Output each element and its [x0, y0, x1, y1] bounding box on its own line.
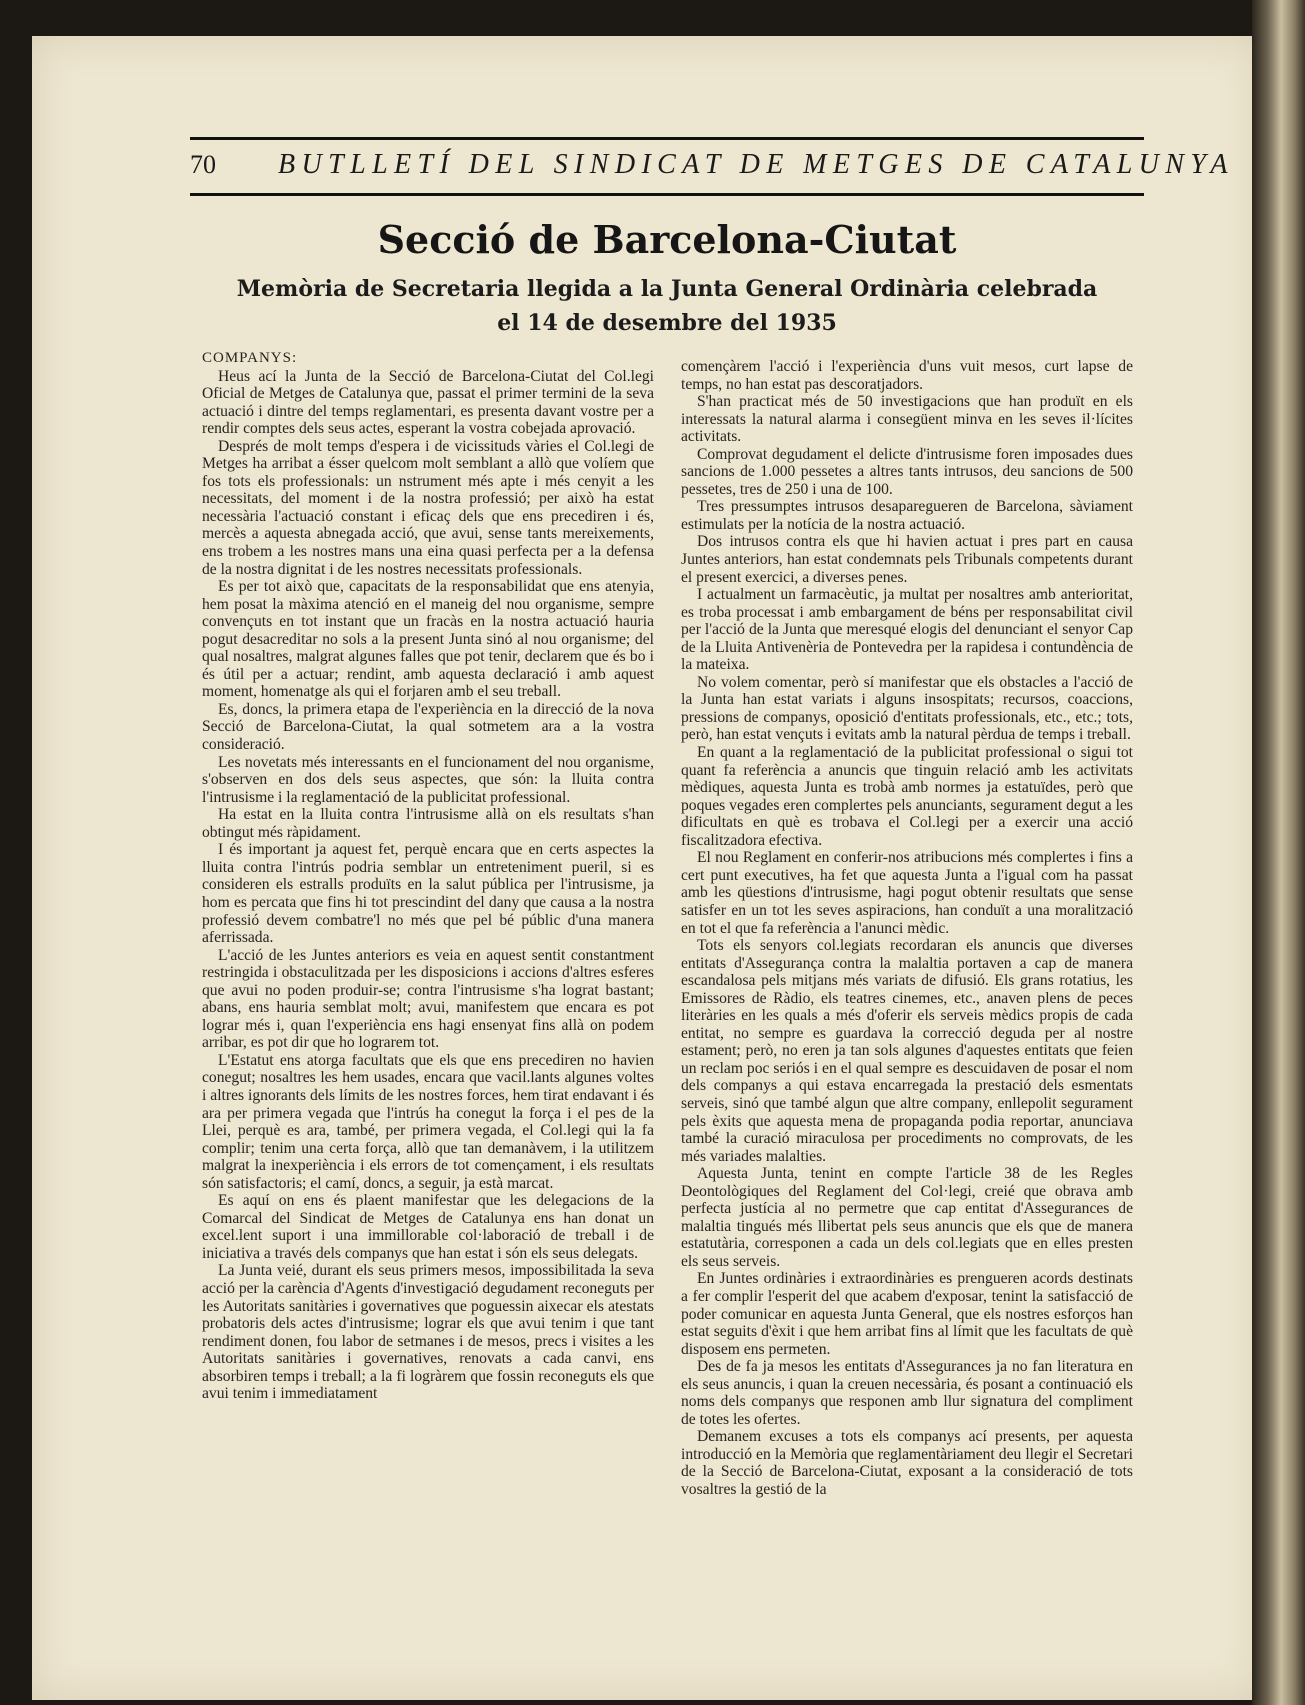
journal-title: BUTLLETÍ DEL SINDICAT DE METGES DE CATALUNYA — [278, 149, 1234, 180]
paragraph: Dos intrusos contra els que hi havien actuat i pres part en causa Juntes anteriors, han estat condemnats pels Tribunals competents durant el present exercici, a diverses penes. — [681, 533, 1133, 586]
paragraph: La Junta veié, durant els seus primers mesos, impossibilitada la seva acció per la carència d'Agents d'investigació degudament reconeguts per les Autoritats sanitàries i governatives que poguessin aixecar els atestats probatoris dels actes d'intrusisme; lograr els que avui tenim i que tant rendiment donen, fou labor de setmanes i de mesos, precs i visites a les Autoritats sanitàries i governatives, renovats a cada canvi, ens absorbiren temps i treball; a la fi logràrem que fossin reconeguts els que avui tenim i immediatament — [202, 1262, 654, 1403]
paragraph: Es, doncs, la primera etapa de l'experiència en la direcció de la nova Secció de Barcelona-Ciutat, la qual sotmetem ara a la vostra consideració. — [202, 700, 654, 754]
paragraph: Comprovat degudament el delicte d'intrusisme foren imposades dues sancions de 1.000 pessetes a altres tants intrusos, deu sancions de 500 pessetes, tres de 250 i una de 100. — [681, 445, 1133, 498]
paragraph: Tots els senyors col.legiats recordaran els anuncis que diverses entitats d'Assegurança contra la malaltia portaven a cap de manera escandalosa pels mitjans més variats de difusió. Els grans rotatius, les Emissores de Ràdio, els teatres cinemes, etc., anaven plens de peces literàries en les quals a més d'oferir els serveis mèdics propis de cada entitat, no sempre es guardava la correcció deguda per al nostre estament; però, no eren ja tan sols algunes d'aquestes entitats que feien un reclam poc seriós i en el qual sempre es descuidaven de posar el nom dels companys a qui estava encarregada la prestació dels esmentats serveis, sinó que també algun que altre company, enllepolit segurament pels èxits que aquesta mena de propaganda podia reportar, anunciava també la curació miraculosa per procediments no comprovats, de les més variades malalties. — [681, 937, 1133, 1165]
paragraph: Des de fa ja mesos les entitats d'Assegurances ja no fan literatura en els seus anuncis, i quan la creuen necessària, és posant a continuació els noms dels companys que responen amb llur signatura del compliment de totes les ofertes. — [681, 1358, 1133, 1428]
paragraph-continued: començàrem l'acció i l'experiència d'uns vuit mesos, curt lapse de temps, no han estat pas descoratjadors. — [681, 358, 1133, 393]
paragraph: Les novetats més interessants en el funcionament del nou organisme, s'observen en dos dels seus aspectes, que són: la lluita contra l'intrusisme i la reglamentació de la publicitat professional. — [202, 753, 654, 806]
paragraph: L'Estatut ens atorga facultats que els que ens precediren no havien conegut; nosaltres les hem usades, encara que vacil.lants algunes voltes i altres ignorants dels límits de les nostres forces, hem tirat endavant i és ara per primera vegada que l'intrús ha conegut la força i el pes de la Llei, perquè es ara, també, per primera vegada, el Col.legi qui la fa complir; tenim una certa força, allò que tan demanàvem, i la utilitzem malgrat la inexperiència i els errors de tot començament, i els resultats són satisfactoris; el camí, doncs, a seguir, ja està marcat. — [202, 1051, 654, 1192]
paragraph: Demanem excuses a tots els companys ací presents, per aquesta introducció en la Memòria que reglamentàriament deu llegir el Secretari de la Secció de Barcelona-Ciutat, exposant a la consideració de tots vosaltres la gestió de la — [681, 1428, 1133, 1498]
paragraph: I actualment un farmacèutic, ja multat per nosaltres amb anterioritat, es troba processat i amb embargament de béns per responsabilitat civil per l'acció de la Junta que meresqué elogis del denunciant el senyor Cap de la Lluita Antivenèria de Pontevedra per la rapidesa i contundència de la mateixa. — [681, 586, 1133, 674]
paragraph: Aquesta Junta, tenint en compte l'article 38 de les Regles Deontològiques del Reglament del Col·legi, creié que obrava amb perfecta justícia al no permetre que cap entitat d'Assegurances de malaltia tingués més llibertat pels seus anuncis que els que de manera estatutària, corresponen a cada un dels col.legiats que en elles presten els seus serveis. — [681, 1165, 1133, 1270]
paragraph: L'acció de les Juntes anteriors es veia en aquest sentit constantment restringida i obstaculitzada per les disposicions i accions d'altres esferes que avui no poden produir-se; contra l'intrusisme s'ha lograt bastant; abans, ens hauria semblat molt; avui, manifestem que encara es pot lograr més i, quan l'experiència ens hagi ensenyat fins allà on podem arribar, es pot dir que ho lograrem tot. — [202, 946, 654, 1052]
left-column — [202, 350, 654, 1630]
article-title: Secció de Barcelona-Ciutat — [377, 217, 957, 262]
paragraph: I és important ja aquest fet, perquè encara que en certs aspectes la lluita contra l'intrús podria semblar un entreteniment pueril, si es consideren els estralls produïts en la salut pública per l'intrusisme, ja hom es percata que fins hi tot prescindint del dany que causa a la nostra professió devem combatre'l no més que pel bé públic d'una manera aferrissada. — [202, 841, 654, 947]
header-rule-bottom — [190, 193, 1144, 196]
paragraph: Després de molt temps d'espera i de vicissituds vàries el Col.legi de Metges ha arribat a ésser quelcom molt semblant a allò que volíem que fos tots els professionals: un nstrument més apte i més cenyit a les necessitats, del moment i de la nostra professió; per això ha estat necessària l'actuació constant i eficaç dels que ens precediren i és, mercès a aquesta abnegada acció, que avui, sense tants mereixements, ens trobem a les nostres mans una eina quasi perfecta per a la defensa de la nostra dignitat i de les nostres necessitats professionals. — [202, 437, 654, 578]
paragraph: Es per tot això que, capacitats de la responsabilidat que ens atenyia, hem posat la màxima atenció en el maneig del nou organisme, sempre convençuts en tot instant que un fracàs en la nostra actuació hauria pogut desacreditar no sols a la present Junta sinó al nou organisme; del qual nosaltres, malgrat algunes falles que pot tenir, declarem que és bo i és útil per a actuar; rendint, amb aquesta declaració i amb aquest moment, homenatge als qui el forjaren amb el seu treball. — [202, 578, 654, 701]
subtitle-line-2: el 14 de desembre del 1935 — [497, 310, 837, 336]
article-subtitle — [200, 272, 1134, 340]
page-number: 70 — [190, 150, 216, 179]
salutation: COMPANYS: — [202, 350, 298, 366]
paragraph: Heus ací la Junta de la Secció de Barcelona-Ciutat del Col.legi Oficial de Metges de Catalunya que, passat el primer termini de la seva actuació i dintre del temps reglamentari, es presenta davant vostre per a rendir comptes dels seus actes, esperant la vostra cobejada aprovació. — [202, 367, 654, 438]
paragraph: Ha estat en la lluita contra l'intrusisme allà on els resultats s'han obtingut més ràpidament. — [202, 806, 654, 841]
header-rule-top — [190, 137, 1144, 140]
paragraph: En Juntes ordinàries i extraordinàries es prengueren acords destinats a fer complir l'esperit del que acabem d'exposar, tenint la satisfacció de poder comunicar en aquesta Junta General, que els nostres esforços han estat seguits d'èxit i que hem arribat fins al límit que les facultats de què disposem ens permeten. — [681, 1270, 1133, 1358]
paragraph: Es aquí on ens és plaent manifestar que les delegacions de la Comarcal del Sindicat de Metges de Catalunya ens han donat un excel.lent suport i una immillorable col·laboració de treball i de iniciativa a través dels companys que han estat i són els seus delegats. — [202, 1192, 654, 1262]
right-column — [681, 358, 1133, 1638]
subtitle-line-1: Memòria de Secretaria llegida a la Junta General Ordinària celebrada — [236, 276, 1098, 302]
running-header — [190, 147, 1234, 187]
paragraph: No volem comentar, però sí manifestar que els obstacles a l'acció de la Junta han estat variats i alguns insospitats; recursos, coaccions, pressions de companys, oposició d'entitats professionals, etc., etc.; tots, però, han estat vençuts i evitats amb la natural pèrdua de temps i treball. — [681, 673, 1133, 744]
paragraph: En quant a la reglamentació de la publicitat professional o sigui tot quant fa referència a anuncis que tinguin relació amb les activitats mèdiques, aquesta Junta es trobà amb normes ja estatuïdes, però que poques vegades eren complertes pels anunciants, segurament degut a les dificultats en què es trobava el Col.legi per a exercir una acció fiscalitzadora efectiva. — [681, 744, 1133, 849]
paragraph: Tres pressumptes intrusos desaparegueren de Barcelona, sàviament estimulats per la notícia de la nostra actuació. — [681, 498, 1133, 533]
paragraph: El nou Reglament en conferir-nos atribucions més complertes i fins a cert punt executives, ha fet que aquesta Junta a l'igual com ha passat amb les qüestions d'intrusisme, hagi pogut obtenir resultats que sense satisfer en un tot les seves aspiracions, han conduït a una moralització en tot el que fa referència a l'anunci mèdic. — [681, 849, 1133, 937]
paragraph: S'han practicat més de 50 investigacions que han produït en els interessats la natural alarma i consegüent minva en les seves il·lícites activitats. — [681, 393, 1133, 446]
next-page-edge — [1252, 0, 1305, 1705]
